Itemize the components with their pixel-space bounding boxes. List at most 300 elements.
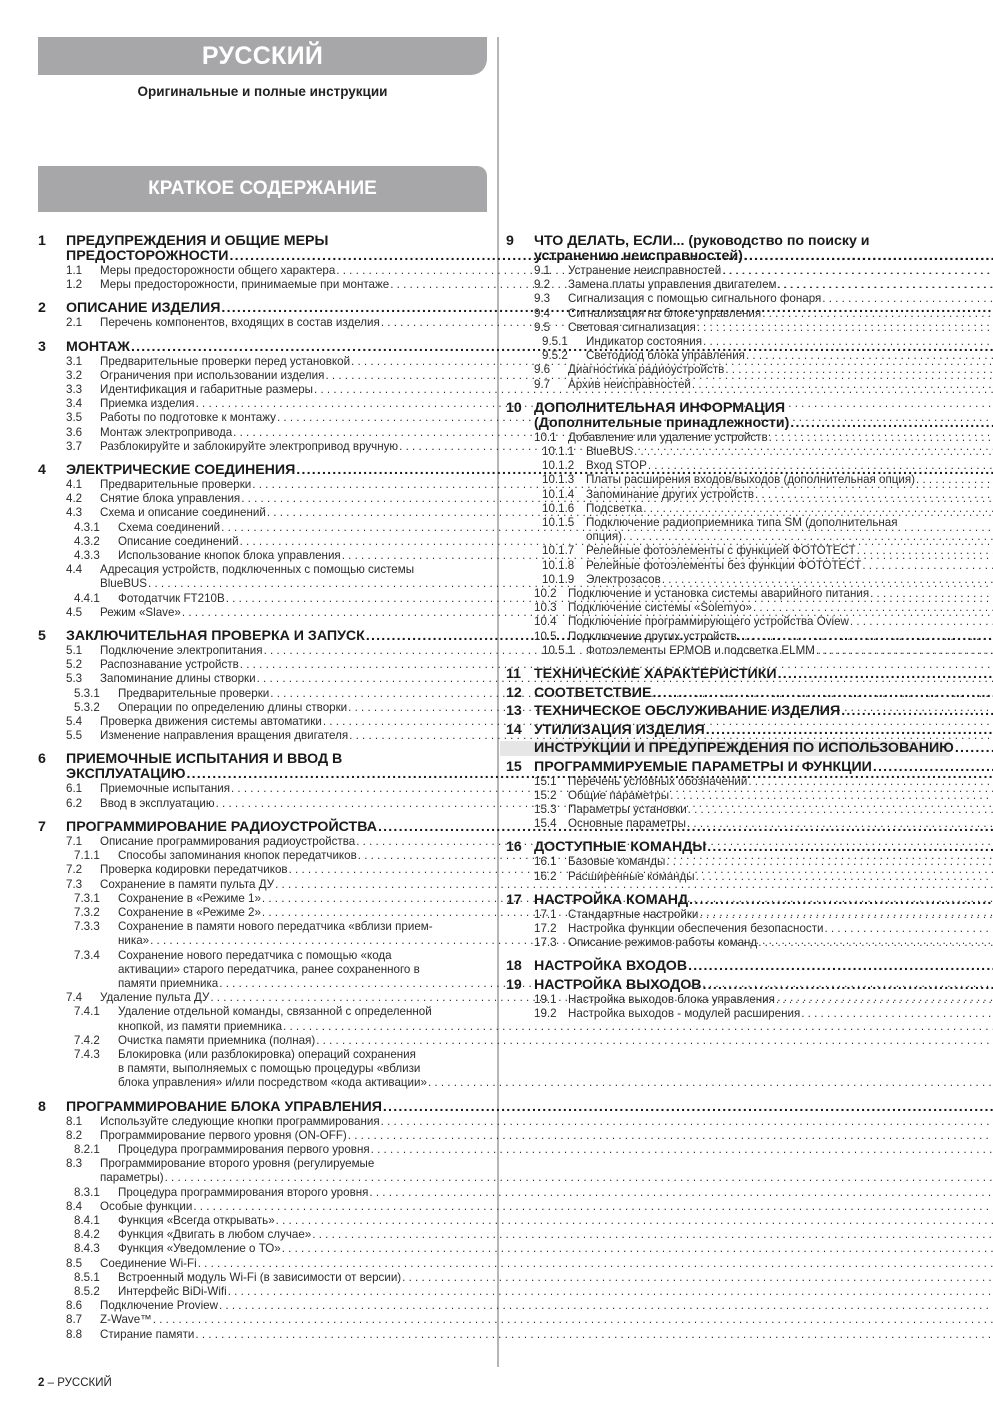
dot-leader — [850, 615, 993, 629]
entry-number: 4.5 — [66, 605, 83, 619]
entry-title-text: Проверка движения системы автоматики — [100, 715, 322, 729]
entry-number: 16.1 — [534, 855, 557, 869]
entry-title-text: Интерфейс BiDi-Wifi — [118, 1284, 227, 1298]
toc-entry[interactable] — [38, 549, 483, 563]
entry-title-line — [586, 335, 993, 349]
entry-title-line — [100, 1257, 993, 1271]
entry-title-line — [100, 1157, 993, 1171]
entry-number: 10.1.9 — [542, 572, 575, 586]
section-heading[interactable] — [506, 959, 950, 974]
toc-entry[interactable] — [506, 922, 950, 936]
toc-section-2[interactable] — [38, 301, 483, 330]
toc-entry[interactable] — [38, 563, 483, 591]
toc-entry[interactable] — [506, 573, 950, 587]
dot-leader — [790, 416, 993, 431]
entry-title-text: ника» — [118, 934, 150, 948]
entry-title — [586, 544, 993, 558]
entry-title — [568, 1007, 993, 1021]
entry-title-text: Сохранение в «Режиме 1» — [118, 891, 261, 905]
entry-title-line — [534, 840, 993, 855]
toc-entry[interactable] — [38, 369, 483, 383]
entry-title — [568, 264, 993, 278]
entry-title — [568, 363, 993, 377]
toc-entry[interactable] — [506, 307, 950, 321]
dot-leader — [955, 741, 993, 756]
section-number: 17 — [506, 891, 522, 908]
toc-section-13[interactable] — [506, 704, 950, 719]
entry-title-text: Общие параметры — [568, 788, 670, 802]
entry-title-text: ИНСТРУКЦИИ И ПРЕДУПРЕЖДЕНИЯ ПО ИСПОЛЬЗОВАНИЮ — [534, 740, 954, 757]
dot-leader — [822, 292, 993, 306]
toc-section-14[interactable] — [506, 723, 950, 738]
toc-entry[interactable] — [38, 316, 483, 330]
toc-section-9[interactable] — [506, 234, 950, 392]
toc-entry[interactable] — [38, 478, 483, 492]
entry-number: 10.1.8 — [542, 558, 575, 572]
entry-number: 5.5 — [66, 729, 83, 743]
toc-entry[interactable] — [506, 264, 950, 278]
entry-title-text: Сохранение в памяти нового передатчика «вблизи прием- — [118, 920, 433, 934]
entry-number: 5.3.1 — [74, 686, 100, 700]
language-tab: РУССКИЙ — [38, 37, 487, 75]
entry-number: 9.5.1 — [542, 335, 568, 349]
toc-entry[interactable] — [38, 1299, 483, 1313]
entry-title-line — [534, 723, 993, 738]
toc-entry[interactable] — [38, 1313, 483, 1327]
toc-entry[interactable] — [38, 878, 483, 892]
entry-title-text: Разблокируйте и заблокируйте электропривод вручную — [100, 439, 399, 453]
toc-entry[interactable] — [38, 278, 483, 292]
section-heading[interactable] — [38, 629, 483, 644]
section-number: 3 — [38, 338, 46, 355]
entry-number: 10.1.2 — [542, 459, 575, 473]
entry-number: 9.1 — [534, 264, 551, 277]
toc-entry[interactable] — [506, 431, 950, 445]
toc-entry[interactable] — [38, 687, 483, 701]
toc-entry[interactable] — [38, 672, 483, 686]
toc-section-18[interactable] — [506, 959, 950, 974]
entry-title — [568, 789, 993, 803]
entry-title-line — [118, 1076, 993, 1090]
entry-title-text: Запоминание других устройств — [586, 487, 755, 501]
toc-entry[interactable] — [506, 473, 950, 487]
toc-entry[interactable] — [38, 1328, 483, 1342]
section-heading[interactable] — [38, 301, 483, 316]
toc-entry[interactable] — [506, 870, 950, 884]
entry-title-text: параметры) — [100, 1171, 164, 1185]
toc-entry[interactable] — [506, 855, 950, 869]
toc-entry[interactable] — [506, 775, 950, 789]
section-heading[interactable] — [506, 723, 950, 738]
dot-leader — [666, 855, 993, 869]
entry-title-line — [118, 1285, 993, 1299]
dot-leader — [746, 349, 993, 363]
toc-entry[interactable] — [38, 658, 483, 672]
entry-title-line — [568, 993, 993, 1007]
entry-title-text: Индикатор состояния — [586, 335, 703, 349]
toc-section-16[interactable] — [506, 840, 950, 883]
section-heading[interactable] — [38, 234, 483, 264]
entry-number: 8.5 — [66, 1256, 83, 1270]
toc-entry[interactable] — [506, 803, 950, 817]
section-heading[interactable] — [506, 667, 950, 682]
toc-entry[interactable] — [38, 782, 483, 796]
entry-number: 10.2 — [534, 587, 557, 601]
entry-title-text: Сигнализация с помощью сигнального фонаря — [568, 292, 822, 306]
toc-section-1[interactable] — [38, 234, 483, 292]
toc-entry[interactable] — [506, 459, 950, 473]
entry-number: 19.2 — [534, 1007, 557, 1021]
section-number: 4 — [38, 462, 46, 479]
section-title — [534, 840, 993, 855]
entry-title-line — [66, 1100, 993, 1115]
entry-title-text: Способы запоминания кнопок передатчиков — [118, 849, 357, 863]
entry-title-text: BlueBUS — [100, 577, 148, 591]
entry-title-text: Подключение радиоприемника типа SM (дополнительная — [586, 516, 898, 530]
toc-entry[interactable] — [38, 797, 483, 811]
entry-title-text: МОНТАЖ — [66, 338, 130, 355]
toc-entry[interactable] — [38, 506, 483, 520]
entry-title-line — [534, 704, 993, 719]
entry-title-text: Встроенный модуль Wi-Fi (в зависимости от версии) — [118, 1270, 402, 1284]
document-subtitle: Оригинальные и полные инструкции — [137, 84, 388, 99]
dot-leader — [753, 601, 993, 615]
toc-entry[interactable] — [506, 936, 950, 950]
toc-entry[interactable] — [506, 908, 950, 922]
toc-entry[interactable] — [506, 817, 950, 831]
toc-section-3[interactable] — [38, 340, 483, 454]
toc-entry[interactable] — [38, 991, 483, 1005]
entry-title-text: Идентификация и габаритные размеры — [100, 383, 314, 397]
section-heading[interactable] — [500, 740, 954, 757]
toc-entry[interactable] — [38, 644, 483, 658]
toc-entry[interactable] — [38, 426, 483, 440]
entry-number: 4.2 — [66, 492, 83, 506]
toc-entry[interactable] — [38, 863, 483, 877]
toc-entry[interactable] — [506, 335, 950, 349]
toc-entry[interactable] — [38, 715, 483, 729]
toc-entry[interactable] — [38, 906, 483, 920]
entry-title — [568, 278, 993, 292]
section-heading[interactable] — [506, 686, 950, 701]
entry-title-text: Подключение других устройств — [568, 629, 737, 643]
toc-entry[interactable] — [38, 1034, 483, 1048]
toc-entry[interactable] — [506, 321, 950, 335]
entry-title — [118, 1271, 993, 1285]
toc-entry[interactable] — [38, 729, 483, 743]
toc-entry[interactable] — [506, 488, 950, 502]
toc-section-12[interactable] — [506, 686, 950, 701]
entry-title-text: Снятие блока управления — [100, 492, 241, 506]
entry-number: 17.1 — [534, 907, 557, 921]
entry-title-line — [100, 1129, 993, 1143]
section-title — [534, 893, 993, 908]
page-footer — [38, 1377, 112, 1389]
dot-leader — [707, 840, 993, 855]
toc-entry[interactable] — [38, 892, 483, 906]
toc-column-right — [506, 233, 954, 1030]
dot-leader — [738, 630, 993, 644]
dot-leader — [282, 1242, 993, 1256]
section-heading[interactable] — [506, 760, 950, 775]
entry-title — [586, 573, 993, 587]
toc-entry[interactable] — [506, 789, 950, 803]
entry-number: 9.6 — [534, 363, 551, 377]
entry-title-text: Подключение и установка системы аварийного питания — [568, 587, 870, 601]
toc-entry[interactable] — [506, 349, 950, 363]
entry-number: 10.5.1 — [542, 643, 575, 657]
dot-leader — [153, 1313, 993, 1327]
entry-title-line — [118, 1186, 993, 1200]
toc-section-15[interactable] — [506, 760, 950, 832]
toc-entry[interactable] — [506, 292, 950, 306]
entry-title-text: Блокировка (или разблокировка) операций сохранения — [118, 1047, 416, 1061]
entry-number: 7.4 — [66, 991, 83, 1005]
dot-leader — [801, 1007, 993, 1021]
section-heading[interactable] — [38, 340, 483, 355]
entry-title-text: Программирование второго уровня (регулируемые — [100, 1157, 375, 1171]
dot-leader — [841, 704, 993, 719]
entry-title-text: Приемка изделия — [100, 397, 195, 411]
entry-title — [118, 1228, 993, 1242]
section-number: 18 — [506, 958, 522, 975]
toc-entry[interactable] — [38, 521, 483, 535]
toc-entry[interactable] — [38, 1271, 483, 1285]
toc-section-5[interactable] — [38, 629, 483, 743]
dot-leader — [276, 1214, 993, 1228]
toc-section-7[interactable] — [38, 820, 483, 1091]
section-heading[interactable] — [38, 820, 483, 835]
section-heading[interactable] — [506, 704, 950, 719]
entry-number: 1.1 — [66, 264, 83, 277]
entry-title-text: Замена платы управления двигателем — [568, 278, 777, 292]
section-number: 9 — [506, 233, 514, 249]
entry-title-line — [586, 445, 993, 459]
entry-number: 10.1 — [534, 430, 557, 444]
dot-leader — [744, 249, 993, 264]
toc-entry[interactable] — [506, 615, 950, 629]
toc-entry[interactable] — [506, 445, 950, 459]
toc-entry[interactable] — [38, 492, 483, 506]
toc-entry[interactable] — [38, 835, 483, 849]
toc-entry[interactable] — [506, 993, 950, 1007]
entry-title-text: Проверка кодировки передатчиков — [100, 863, 288, 877]
toc-entry[interactable] — [506, 630, 950, 644]
entry-title — [568, 431, 993, 445]
section-heading[interactable] — [506, 234, 950, 264]
toc-entry[interactable] — [38, 592, 483, 606]
toc-entry[interactable] — [38, 411, 483, 425]
entry-title-text: Подключение программирующего устройства Oview — [568, 615, 849, 629]
entry-title-text: Ограничения при использовании изделия — [100, 368, 325, 382]
entry-number: 9.5 — [534, 320, 551, 334]
entry-title-line — [568, 803, 993, 817]
entry-title — [568, 870, 993, 884]
entry-title-text: Стирание памяти — [100, 1327, 195, 1341]
section-heading[interactable] — [506, 840, 950, 855]
section-heading[interactable] — [506, 401, 950, 431]
entry-title — [568, 803, 993, 817]
toc-entry[interactable] — [38, 440, 483, 454]
toc-entry[interactable] — [38, 1242, 483, 1256]
dot-leader — [769, 431, 993, 445]
section-number: 12 — [506, 684, 522, 701]
footer-separator: – — [44, 1377, 58, 1389]
toc-section-11[interactable] — [506, 667, 950, 682]
toc-entry[interactable] — [506, 278, 950, 292]
toc-entry[interactable] — [38, 701, 483, 715]
entry-title-text: ЗАКЛЮЧИТЕЛЬНАЯ ПРОВЕРКА И ЗАПУСК — [66, 628, 365, 645]
toc-entry[interactable] — [506, 363, 950, 377]
entry-title-text: Функция «Уведомление о ТО» — [118, 1242, 281, 1256]
toc-entry[interactable] — [38, 606, 483, 620]
entry-title-text: Запоминание длины створки — [100, 672, 256, 686]
dot-leader — [369, 1186, 993, 1200]
entry-title-text: Операции по определению длины створки — [118, 700, 348, 714]
entry-number: 3.3 — [66, 383, 83, 397]
entry-title-text: Устранение неисправностей — [568, 264, 722, 277]
toc-entry[interactable] — [506, 516, 950, 544]
toc-entry[interactable] — [38, 397, 483, 411]
entry-title-line — [118, 1062, 993, 1076]
toc-section-19[interactable] — [506, 978, 950, 1021]
entry-number: 6.2 — [66, 796, 83, 810]
toc-entry[interactable] — [38, 1186, 483, 1200]
toc-entry[interactable] — [38, 1129, 483, 1143]
entry-title-text: BlueBUS — [586, 445, 634, 459]
toc-entry[interactable] — [38, 1143, 483, 1157]
entry-number: 8.8 — [66, 1327, 83, 1341]
toc-entry[interactable] — [38, 264, 483, 278]
entry-title-text: Монтаж электропривода — [100, 425, 233, 439]
dot-leader — [688, 803, 993, 817]
toc-entry[interactable] — [506, 502, 950, 516]
entry-title-line — [586, 644, 993, 658]
entry-title-line — [118, 1048, 993, 1062]
entry-number: 4.4 — [66, 563, 83, 577]
entry-title — [568, 615, 993, 629]
entry-number: 10.1.4 — [542, 487, 575, 501]
toc-entry[interactable] — [38, 1005, 483, 1033]
toc-entry[interactable] — [38, 1257, 483, 1271]
toc-entry[interactable] — [38, 920, 483, 948]
entry-title-line — [586, 502, 993, 516]
toc-entry[interactable] — [38, 849, 483, 863]
toc-entry[interactable] — [38, 1115, 483, 1129]
entry-number: 17.2 — [534, 922, 557, 935]
entry-number: 5.3 — [66, 672, 83, 686]
toc-section-8[interactable] — [38, 1100, 483, 1342]
toc-section-17[interactable] — [506, 893, 950, 951]
toc-entry[interactable] — [38, 355, 483, 369]
entry-title-text: Описание режимов работы команд — [568, 936, 758, 950]
entry-title-line — [534, 249, 993, 264]
entry-title-line — [568, 922, 993, 936]
dot-leader — [692, 378, 993, 392]
toc-entry[interactable] — [38, 1285, 483, 1299]
dot-leader — [776, 993, 993, 1007]
section-heading[interactable] — [506, 893, 950, 908]
toc-entry[interactable] — [506, 559, 950, 573]
toc-section-4[interactable] — [38, 463, 483, 620]
entry-title-text: Архив неисправностей — [568, 377, 691, 391]
section-number: 2 — [38, 300, 46, 317]
dot-leader — [722, 264, 993, 278]
toc-entry[interactable] — [38, 1228, 483, 1242]
section-number: 7 — [38, 818, 46, 835]
dot-leader — [758, 936, 993, 950]
dot-leader — [312, 1228, 993, 1242]
entry-title-line — [568, 378, 993, 392]
entry-title-text: ОПИСАНИЕ ИЗДЕЛИЯ — [66, 300, 221, 317]
toc-entry[interactable] — [38, 383, 483, 397]
toc-section-10[interactable] — [506, 401, 950, 658]
section-number: 1 — [38, 233, 46, 249]
entry-title-line — [534, 416, 993, 431]
entry-title — [100, 1328, 993, 1342]
toc-section-6[interactable] — [38, 752, 483, 810]
entry-title-text: Диагностика радиоустройств — [568, 363, 725, 377]
entry-title-text: Стандартные настройки — [568, 907, 699, 921]
toc-entry[interactable] — [38, 949, 483, 992]
entry-title-line — [586, 488, 993, 502]
section-heading[interactable] — [38, 463, 483, 478]
entry-number: 7.1 — [66, 834, 83, 848]
toc-entry[interactable] — [38, 1214, 483, 1228]
toc-entry[interactable] — [506, 1007, 950, 1021]
entry-number: 10.3 — [534, 601, 557, 615]
toc-entry[interactable] — [38, 1157, 483, 1185]
dot-leader — [703, 335, 993, 349]
entry-title-text: Очистка памяти приемника (полная) — [118, 1033, 316, 1047]
entry-title — [100, 1257, 993, 1271]
toc-entry[interactable] — [506, 601, 950, 615]
entry-number: 8.5.2 — [74, 1284, 100, 1298]
toc-entry[interactable] — [506, 644, 950, 658]
entry-title-text: СООТВЕТСТВИЕ — [534, 684, 652, 701]
dot-leader — [623, 530, 993, 544]
section-title — [66, 1100, 993, 1115]
toc-entry[interactable] — [506, 378, 950, 392]
section-heading[interactable] — [38, 1100, 483, 1115]
toc-section-usage[interactable] — [506, 740, 954, 757]
entry-title-text: Подключение электропитания — [100, 644, 263, 658]
entry-title-line — [118, 1271, 993, 1285]
dot-leader — [778, 278, 993, 292]
entry-number: 8.4.3 — [74, 1242, 100, 1256]
entry-title-text: ПРЕДОСТОРОЖНОСТИ — [66, 248, 229, 264]
dot-leader — [755, 488, 993, 502]
entry-title-text: ПРОГРАММИРОВАНИЕ РАДИОУСТРОЙСТВА — [66, 818, 377, 835]
entry-title-line — [534, 893, 993, 908]
toc-entry[interactable] — [38, 535, 483, 549]
entry-title — [118, 1034, 993, 1048]
toc-entry[interactable] — [38, 1048, 483, 1091]
entry-title-line — [568, 431, 993, 445]
toc-entry[interactable] — [506, 587, 950, 601]
entry-title-line — [118, 1214, 993, 1228]
entry-title — [586, 473, 993, 487]
entry-title-text: устранению неисправностей) — [534, 248, 743, 264]
section-heading[interactable] — [506, 978, 950, 993]
entry-title-text: блока управления» и/или посредством «кода активации» — [118, 1076, 427, 1090]
section-heading[interactable] — [38, 752, 483, 782]
entry-title-text: НАСТРОЙКА ВЫХОДОВ — [534, 976, 702, 993]
toc-entry[interactable] — [38, 1200, 483, 1214]
toc-entry[interactable] — [506, 544, 950, 558]
dot-leader — [916, 473, 993, 487]
entry-number: 9.4 — [534, 306, 551, 320]
